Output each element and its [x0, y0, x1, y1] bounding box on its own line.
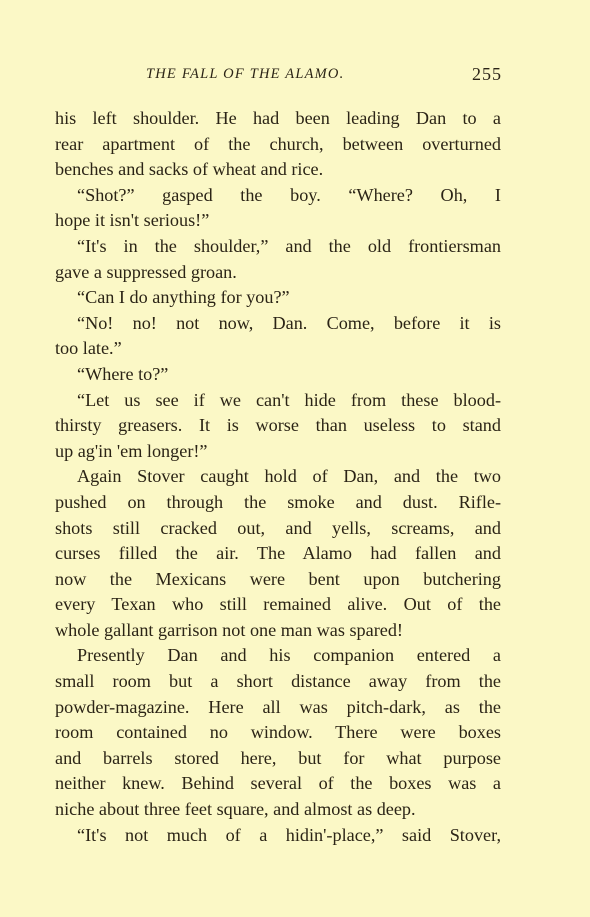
text-line: “It's not much of a hidin'-place,” said Stover,	[77, 824, 501, 845]
text-line: his left shoulder. He had been leading Dan to a	[55, 108, 501, 128]
text-line: niche about three feet square, and almost as deep.	[55, 799, 416, 820]
text-line: thirsty greasers. It is worse than useless to stand	[55, 415, 501, 436]
page-number: 255	[472, 64, 502, 84]
text-line: every Texan who still remained alive. Out of the	[55, 594, 501, 615]
text-line: benches and sacks of wheat and rice.	[55, 159, 324, 180]
text-line: “No! no! not now, Dan. Come, before it is	[77, 312, 501, 333]
text-line: “Can I do anything for you?”	[77, 287, 290, 308]
body-text	[55, 106, 501, 848]
text-line: room contained no window. There were boxes	[55, 722, 501, 743]
text-line: Again Stover caught hold of Dan, and the two	[77, 466, 501, 487]
text-line: powder-magazine. Here all was pitch-dark, as the	[55, 696, 501, 717]
text-line: pushed on through the smoke and dust. Rifle-	[55, 491, 501, 512]
text-line: “Let us see if we can't hide from these blood-	[77, 389, 501, 410]
text-line: Presently Dan and his companion entered a	[77, 645, 501, 666]
text-line: “It's in the shoulder,” and the old frontiersman	[77, 235, 501, 256]
text-line: rear apartment of the church, between overturned	[55, 133, 501, 154]
text-line: small room but a short distance away from the	[55, 671, 501, 692]
running-head	[146, 64, 502, 88]
text-line: and barrels stored here, but for what purpose	[55, 747, 501, 768]
text-line: shots still cracked out, and yells, screams, and	[55, 517, 501, 538]
running-title: THE FALL OF THE ALAMO.	[146, 66, 345, 82]
text-line: whole gallant garrison not one man was spared!	[55, 619, 403, 640]
text-line: neither knew. Behind several of the boxes was a	[55, 773, 501, 794]
text-line: too late.”	[55, 338, 122, 359]
text-line: curses filled the air. The Alamo had fallen and	[55, 543, 501, 564]
text-line: “Shot?” gasped the boy. “Where? Oh, I	[77, 184, 501, 205]
text-line: hope it isn't serious!”	[55, 210, 210, 231]
text-line: “Where to?”	[77, 363, 169, 384]
text-line: up ag'in 'em longer!”	[55, 440, 208, 461]
text-line: now the Mexicans were bent upon butchering	[55, 568, 501, 589]
text-line: gave a suppressed groan.	[55, 261, 237, 282]
